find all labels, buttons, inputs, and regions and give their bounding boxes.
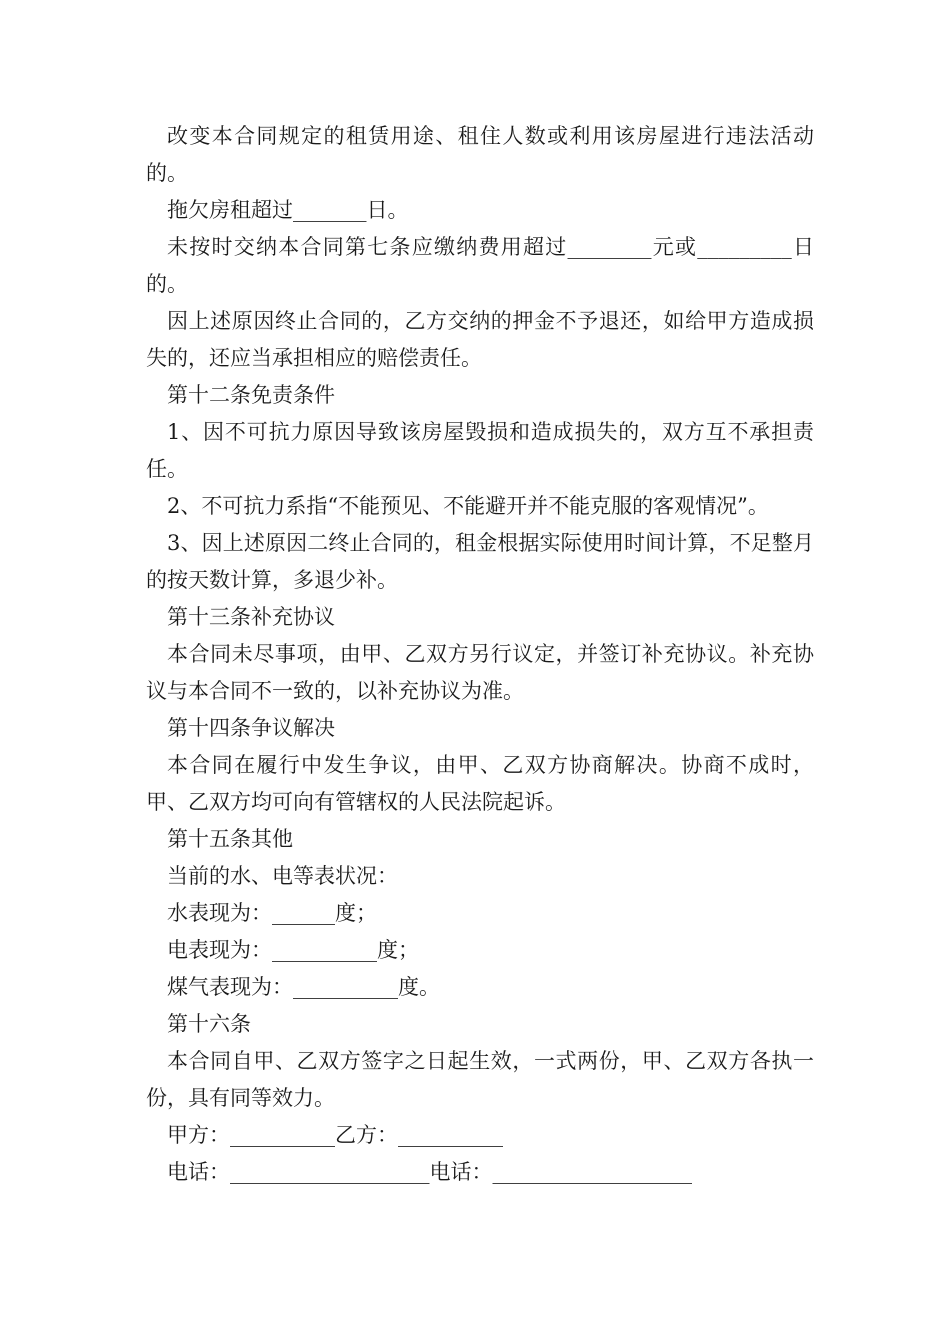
field-party-signatures: 甲方：__________乙方：__________ — [167, 1123, 503, 1147]
heading-article-15: 第十五条其他 — [167, 827, 293, 851]
paragraph-dispute: 本合同在履行中发生争议，由甲、乙双方协商解决。协商不成时，甲、乙双方均可向有管辖权的人民法院起诉。 — [146, 753, 814, 814]
paragraph-meter-status: 当前的水、电等表状况： — [167, 864, 398, 888]
heading-article-14: 第十四条争议解决 — [167, 716, 335, 740]
paragraph-deposit-forfeit: 因上述原因终止合同的，乙方交纳的押金不予退还，如给甲方造成损失的，还应当承担相应的赔偿责任。 — [146, 309, 814, 370]
heading-article-13: 第十三条补充协议 — [167, 605, 335, 629]
heading-article-12: 第十二条免责条件 — [167, 383, 335, 407]
paragraph-illegal-use: 改变本合同规定的租赁用途、租住人数或利用该房屋进行违法活动的。 — [146, 124, 814, 185]
paragraph-rent-overdue: 拖欠房租超过_______日。 — [167, 198, 409, 222]
field-water-meter: 水表现为：______度； — [167, 901, 377, 925]
paragraph-force-majeure-2: 2、不可抗力系指“不能预见、不能避开并不能克服的客观情况”。 — [167, 494, 769, 518]
paragraph-force-majeure-1: 1、因不可抗力原因导致该房屋毁损和造成损失的，双方互不承担责任。 — [146, 420, 814, 481]
field-electric-meter: 电表现为：__________度； — [167, 938, 419, 962]
field-gas-meter: 煤气表现为：__________度。 — [167, 975, 440, 999]
paragraph-force-majeure-3: 3、因上述原因二终止合同的，租金根据实际使用时间计算，不足整月的按天数计算，多退少补。 — [146, 531, 814, 592]
heading-article-16: 第十六条 — [167, 1012, 251, 1036]
paragraph-supplement: 本合同未尽事项，由甲、乙双方另行议定，并签订补充协议。补充协议与本合同不一致的，以补充协议为准。 — [146, 642, 814, 703]
field-phone-numbers: 电话：___________________电话：___________________ — [167, 1160, 692, 1184]
paragraph-fees-overdue: 未按时交纳本合同第七条应缴纳费用超过________元或_________日的。 — [146, 235, 814, 296]
paragraph-effective: 本合同自甲、乙双方签字之日起生效，一式两份，甲、乙双方各执一份，具有同等效力。 — [146, 1049, 814, 1110]
